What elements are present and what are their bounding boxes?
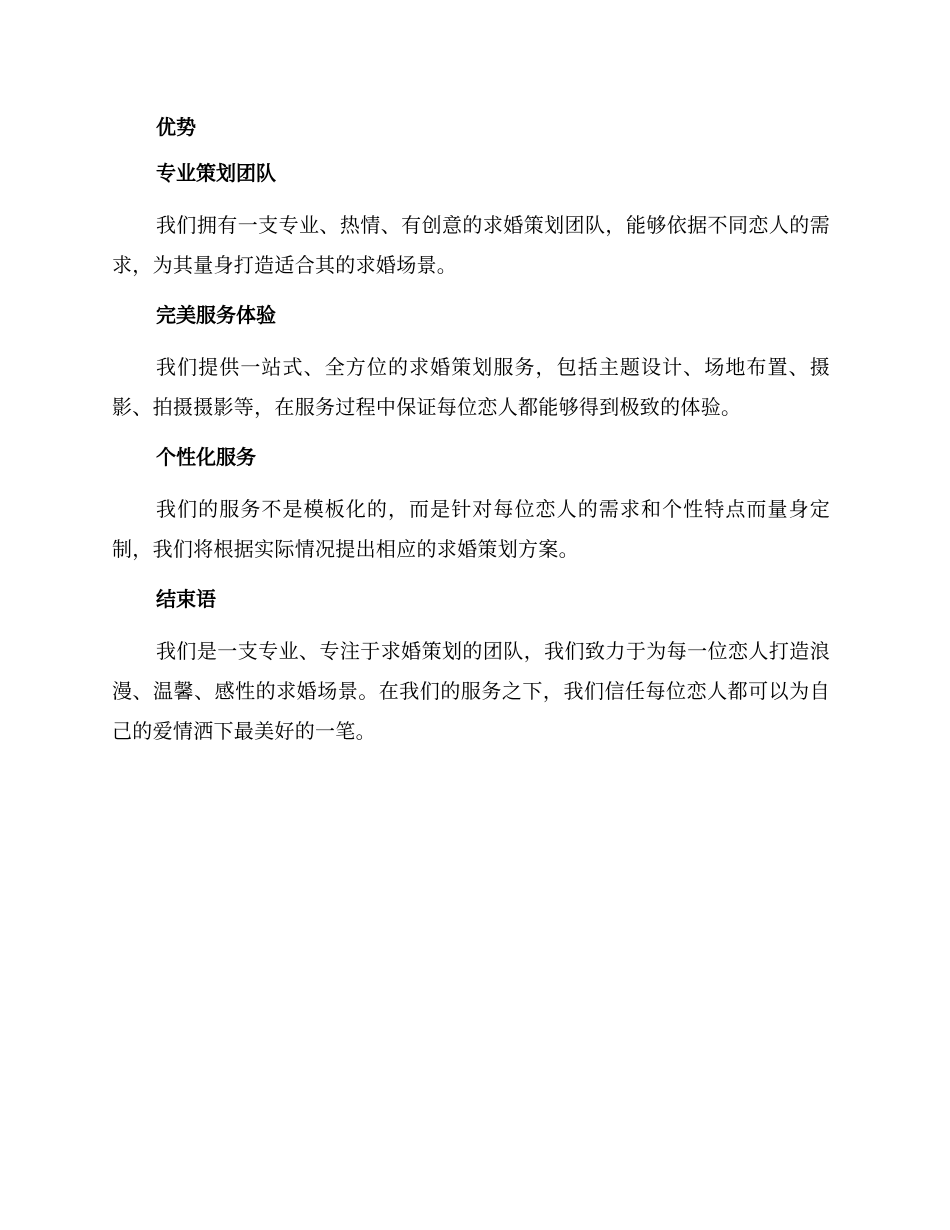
paragraph-conclusion: 我们是一支专业、专注于求婚策划的团队，我们致力于为每一位恋人打造浪漫、温馨、感性的求婚场景。在我们的服务之下，我们信任每位恋人都可以为自己的爱情洒下最美好的一笔。 [112,639,830,743]
paragraph-personalized-service: 我们的服务不是模板化的，而是针对每位恋人的需求和个性特点而量身定制，我们将根据实际情况提出相应的求婚策划方案。 [112,497,830,561]
paragraph-professional-team: 我们拥有一支专业、热情、有创意的求婚策划团队，能够依据不同恋人的需求，为其量身打造适合其的求婚场景。 [112,213,830,277]
heading-advantages: 优势 [156,115,196,139]
heading-conclusion: 结束语 [156,587,216,611]
paragraph-perfect-service: 我们提供一站式、全方位的求婚策划服务，包括主题设计、场地布置、摄影、拍摄摄影等，在服务过程中保证每位恋人都能够得到极致的体验。 [112,355,830,419]
heading-perfect-service: 完美服务体验 [156,303,276,327]
heading-professional-team: 专业策划团队 [156,161,276,185]
heading-personalized-service: 个性化服务 [156,445,256,469]
